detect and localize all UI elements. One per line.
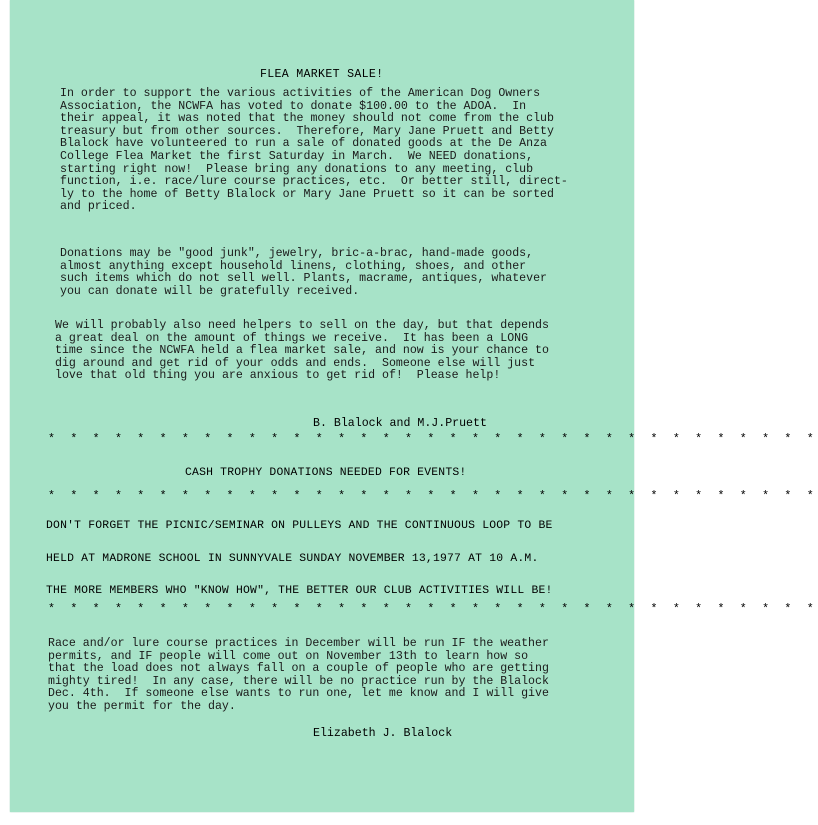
text-line: Race and/or lure course practices in December will be run IF the weather bbox=[48, 637, 549, 650]
document-body-2 bbox=[60, 248, 610, 298]
signature-elizabeth-blalock: Elizabeth J. Blalock bbox=[313, 727, 453, 740]
text-line: and priced. bbox=[60, 200, 137, 214]
text-line: you the permit for the day. bbox=[48, 699, 236, 713]
text-line: Donations may be "good junk", jewelry, bric-a-brac, hand-made goods, bbox=[60, 247, 534, 260]
text-line: dig around and get rid of your odds and ends. Someone else will just bbox=[55, 356, 536, 370]
picnic-notice-line-1: DON'T FORGET THE PICNIC/SEMINAR ON PULLEYS AND THE CONTINUOUS LOOP TO BE bbox=[46, 520, 553, 532]
text-line: almost anything except household linens, clothing, shoes, and other bbox=[60, 259, 527, 273]
document-body bbox=[60, 88, 610, 214]
text-line: mighty tired! In any case, there will be no practice run by the Blalock bbox=[48, 674, 549, 688]
star-divider-2: * * * * * * * * * * * * * * * * * * * * * * * * * * * * * * * * * * * bbox=[48, 490, 818, 503]
picnic-notice-line-2: HELD AT MADRONE SCHOOL IN SUNNYVALE SUNDAY NOVEMBER 13,1977 AT 10 A.M. bbox=[46, 553, 539, 565]
text-line: ly to the home of Betty Blalock or Mary Jane Pruett so it can be sorted bbox=[60, 187, 554, 201]
picnic-notice-line-3: THE MORE MEMBERS WHO "KNOW HOW", THE BETTER OUR CLUB ACTIVITIES WILL BE! bbox=[46, 585, 553, 597]
text-line: time since the NCWFA held a flea market sale, and now is your chance to bbox=[55, 344, 549, 358]
text-line: treasury but from other sources. Therefore, Mary Jane Pruett and Betty bbox=[60, 124, 554, 138]
text-line: College Flea Market the first Saturday in March. We NEED donations, bbox=[60, 149, 534, 163]
text-line: permits, and IF people will come out on November 13th to learn how so bbox=[48, 649, 529, 663]
flea-market-title: FLEA MARKET SALE! bbox=[260, 68, 384, 81]
text-line: love that old thing you are anxious to get rid of! Please help! bbox=[55, 369, 501, 383]
signature-blalock-pruett: B. Blalock and M.J.Pruett bbox=[313, 417, 487, 430]
text-line: function, i.e. race/lure course practices, etc. Or better still, direct- bbox=[60, 175, 568, 189]
cash-trophy-heading: CASH TROPHY DONATIONS NEEDED FOR EVENTS! bbox=[185, 467, 467, 479]
text-line: a great deal on the amount of things we receive. It has been a LONG bbox=[55, 331, 529, 345]
text-line: Dec. 4th. If someone else wants to run one, let me know and I will give bbox=[48, 687, 549, 701]
text-line: you can donate will be gratefully received. bbox=[60, 284, 360, 298]
text-line: that the load does not always fall on a couple of people who are getting bbox=[48, 662, 549, 676]
text-line: starting right now! Please bring any donations to any meeting, club bbox=[60, 162, 534, 176]
star-divider-1: * * * * * * * * * * * * * * * * * * * * * * * * * * * * * * * * * * * bbox=[48, 433, 818, 446]
paragraph-donations bbox=[60, 248, 610, 298]
text-line: their appeal, it was noted that the money should not come from the club bbox=[60, 112, 554, 126]
text-line: In order to support the various activities of the American Dog Owners bbox=[60, 87, 541, 100]
document-body-3 bbox=[55, 320, 605, 383]
text-line: Blalock have volunteered to run a sale of donated goods at the De Anza bbox=[60, 137, 548, 151]
text-line: Association, the NCWFA has voted to donate $100.00 to the ADOA. In bbox=[60, 99, 527, 113]
paragraph-race-practices bbox=[48, 638, 598, 714]
text-line: We will probably also need helpers to sell on the day, but that depends bbox=[55, 319, 549, 332]
paragraph-helpers bbox=[55, 320, 605, 383]
text-line: such items which do not sell well. Plants, macrame, antiques, whatever bbox=[60, 272, 548, 286]
paragraph-flea-market bbox=[60, 88, 610, 214]
star-divider-3: * * * * * * * * * * * * * * * * * * * * * * * * * * * * * * * * * * * bbox=[48, 603, 818, 616]
document-body-4 bbox=[48, 638, 598, 714]
